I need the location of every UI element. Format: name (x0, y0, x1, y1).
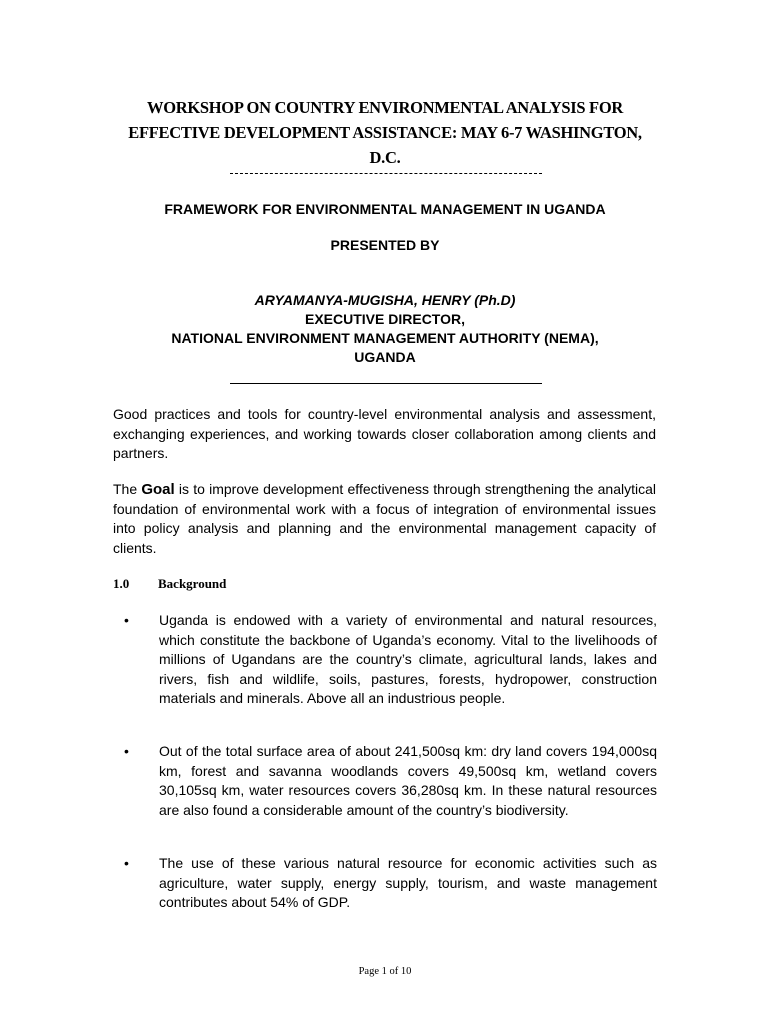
organization-name: NATIONAL ENVIRONMENT MANAGEMENT AUTHORITY (NEMA), (171, 330, 599, 346)
intro-paragraph: Good practices and tools for country-level environmental analysis and assessment, exchanging experiences, and working towards closer collaboration among clients and partners. (113, 406, 656, 461)
presenter-name: ARYAMANYA-MUGISHA, HENRY (Ph.D) (254, 292, 516, 308)
framework-title: FRAMEWORK FOR ENVIRONMENTAL MANAGEMENT IN UGANDA (164, 201, 606, 217)
title-divider (230, 173, 542, 174)
section-title: Background (158, 576, 227, 591)
goal-label: Goal (141, 481, 175, 498)
bullet-icon: • (124, 743, 129, 759)
bullet-icon: • (124, 855, 129, 871)
presenter-divider (230, 383, 542, 384)
goal-paragraph (113, 480, 656, 558)
list-item-text: Uganda is endowed with a variety of environmental and natural resources, which constitute the backbone of Uganda’s economy. Vital to the livelihoods of millions of Ugandans are the country’s climate, agricultural lands, lakes and rivers, fish and wildlife, soils, pastures, forests, hydropower, construction materials and minerals. Above all an industrious people. (159, 612, 657, 706)
workshop-title-line-2: EFFECTIVE DEVELOPMENT ASSISTANCE: MAY 6-7 WASHINGTON, (128, 123, 642, 142)
presented-by: PRESENTED BY (330, 237, 440, 253)
page-number: Page 1 of 10 (358, 966, 412, 977)
goal-prefix: The (113, 481, 138, 497)
list-item-text: Out of the total surface area of about 241,500sq km: dry land covers 194,000sq km, forest and savanna woodlands covers 49,500sq km, wetland covers 30,105sq km, water resources covers 36,280sq km. In these natural resources are also found a considerable amount of the country’s biodiversity. (159, 743, 657, 818)
goal-text: is to improve development effectiveness through strengthening the analytical foundation of environmental work with a focus of integration of environmental issues into policy analysis and planning and the environmental management capacity of clients. (113, 481, 656, 556)
list-item-text: The use of these various natural resource for economic activities such as agriculture, water supply, energy supply, tourism, and waste management contributes about 54% of GDP. (159, 855, 657, 910)
presenter-role: EXECUTIVE DIRECTOR, (305, 311, 465, 327)
section-number: 1.0 (113, 576, 130, 591)
workshop-title-line-3: D.C. (369, 148, 401, 167)
workshop-title-line-1: WORKSHOP ON COUNTRY ENVIRONMENTAL ANALYSIS FOR (147, 98, 623, 117)
country-name: UGANDA (354, 349, 416, 365)
workshop-title (100, 95, 670, 170)
bullet-icon: • (124, 612, 129, 628)
